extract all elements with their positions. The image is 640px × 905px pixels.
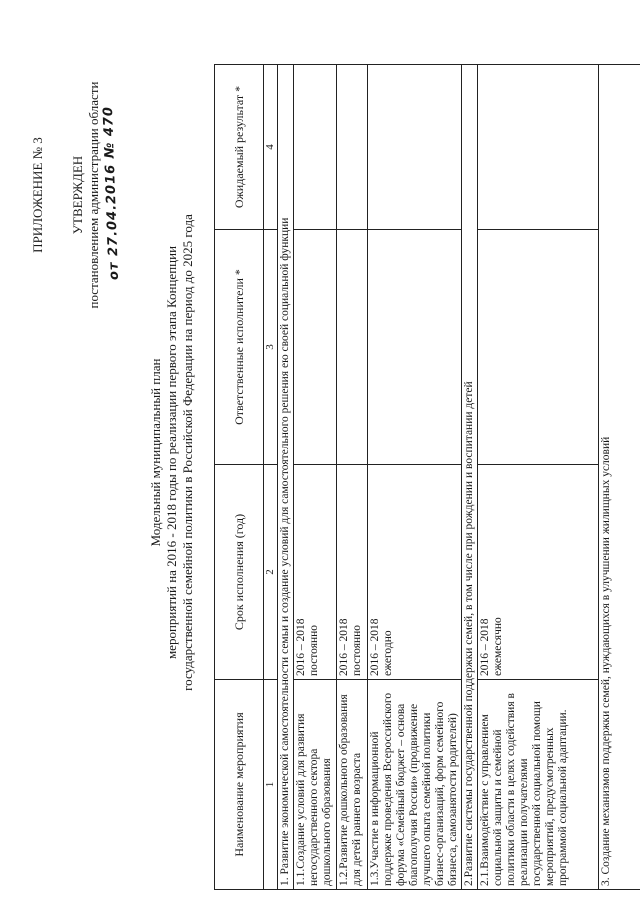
- appendix-label: ПРИЛОЖЕНИЕ № 3: [30, 137, 45, 253]
- title-line-1: Модельный муниципальный план: [148, 358, 163, 547]
- plan-table: [214, 64, 640, 890]
- activity-term: [294, 465, 337, 680]
- title-line-3: государственной семейной политики в Российской Федерации на период до 2025 года: [180, 214, 195, 691]
- column-number: 4: [264, 65, 278, 230]
- activity-executors: [478, 230, 599, 465]
- section-row-3: [599, 65, 640, 890]
- activity-executors: [294, 230, 337, 465]
- term-frequency: ежегодно: [382, 630, 394, 676]
- table-row: [294, 65, 337, 890]
- column-number: 3: [264, 230, 278, 465]
- activity-term: [337, 465, 368, 680]
- column-header-term: Срок исполнения (год): [215, 465, 264, 680]
- section-heading: 3. Создание механизмов поддержки семей, нуждающихся в улучшении жилищных условий: [599, 65, 640, 890]
- table-header-row: [215, 65, 264, 890]
- table-row: [368, 65, 462, 890]
- approval-stamp-text: УТВЕРЖДЕН: [70, 155, 85, 235]
- decree-reference: постановлением администрации области: [86, 81, 101, 309]
- term-years: 2016 – 2018: [295, 618, 307, 676]
- column-number: 2: [264, 465, 278, 680]
- term-years: 2016 – 2018: [338, 618, 350, 676]
- activity-name: 1.1.Создание условий для развития негосударственного сектора дошкольного образования: [294, 680, 337, 890]
- activity-executors: [337, 230, 368, 465]
- activity-term: [368, 465, 462, 680]
- column-number: 1: [264, 680, 278, 890]
- term-years: 2016 – 2018: [369, 618, 381, 676]
- activity-result: [368, 65, 462, 230]
- section-heading: 2.Развитие системы государственной поддержки семей, в том числе при рождении и воспитании детей: [462, 65, 478, 890]
- title-line-2: мероприятий на 2016 - 2018 годы по реализации первого этапа Концепции: [164, 245, 179, 660]
- activity-result: [337, 65, 368, 230]
- activity-result: [294, 65, 337, 230]
- activity-term: [478, 465, 599, 680]
- section-row-2: [462, 65, 478, 890]
- handwritten-date-number: от 27.04.2016 № 470: [100, 105, 123, 281]
- term-years: 2016 – 2018: [479, 618, 491, 676]
- activity-name: 2.1.Взаимодействие с управлением социальной защиты и семейной политики области в целях содействия в реализации получателями государственной социальной помощи мероприятий, предусмотренных программой социальной адаптации.: [478, 680, 599, 890]
- column-header-name: Наименование мероприятия: [215, 680, 264, 890]
- column-header-result: Ожидаемый результат *: [215, 65, 264, 230]
- activity-name: 1.3.Участие в информационной поддержке проведения Всероссийского форума «Семейный бюджет – основа благополучия России» (продвижение лучшего опыта семейной политики бизнес-организаций, форм семейного бизнеса, самозанятости родителей): [368, 680, 462, 890]
- activity-result: [478, 65, 599, 230]
- table-row: [478, 65, 599, 890]
- term-frequency: постоянно: [308, 624, 320, 676]
- column-number-row: [264, 65, 278, 890]
- section-row-1: [278, 65, 294, 890]
- document-title: [148, 60, 196, 845]
- term-frequency: ежемесячно: [492, 617, 504, 676]
- term-frequency: постоянно: [351, 624, 363, 676]
- column-header-executors: Ответственные исполнители *: [215, 230, 264, 465]
- activity-executors: [368, 230, 462, 465]
- table-row: [337, 65, 368, 890]
- activity-name: 1.2.Развитие дошкольного образования для детей раннего возраста: [337, 680, 368, 890]
- section-heading: 1. Развитие экономической самостоятельности семьи и создание условий для самостоятельного решения ею своей социальной функции: [278, 65, 294, 890]
